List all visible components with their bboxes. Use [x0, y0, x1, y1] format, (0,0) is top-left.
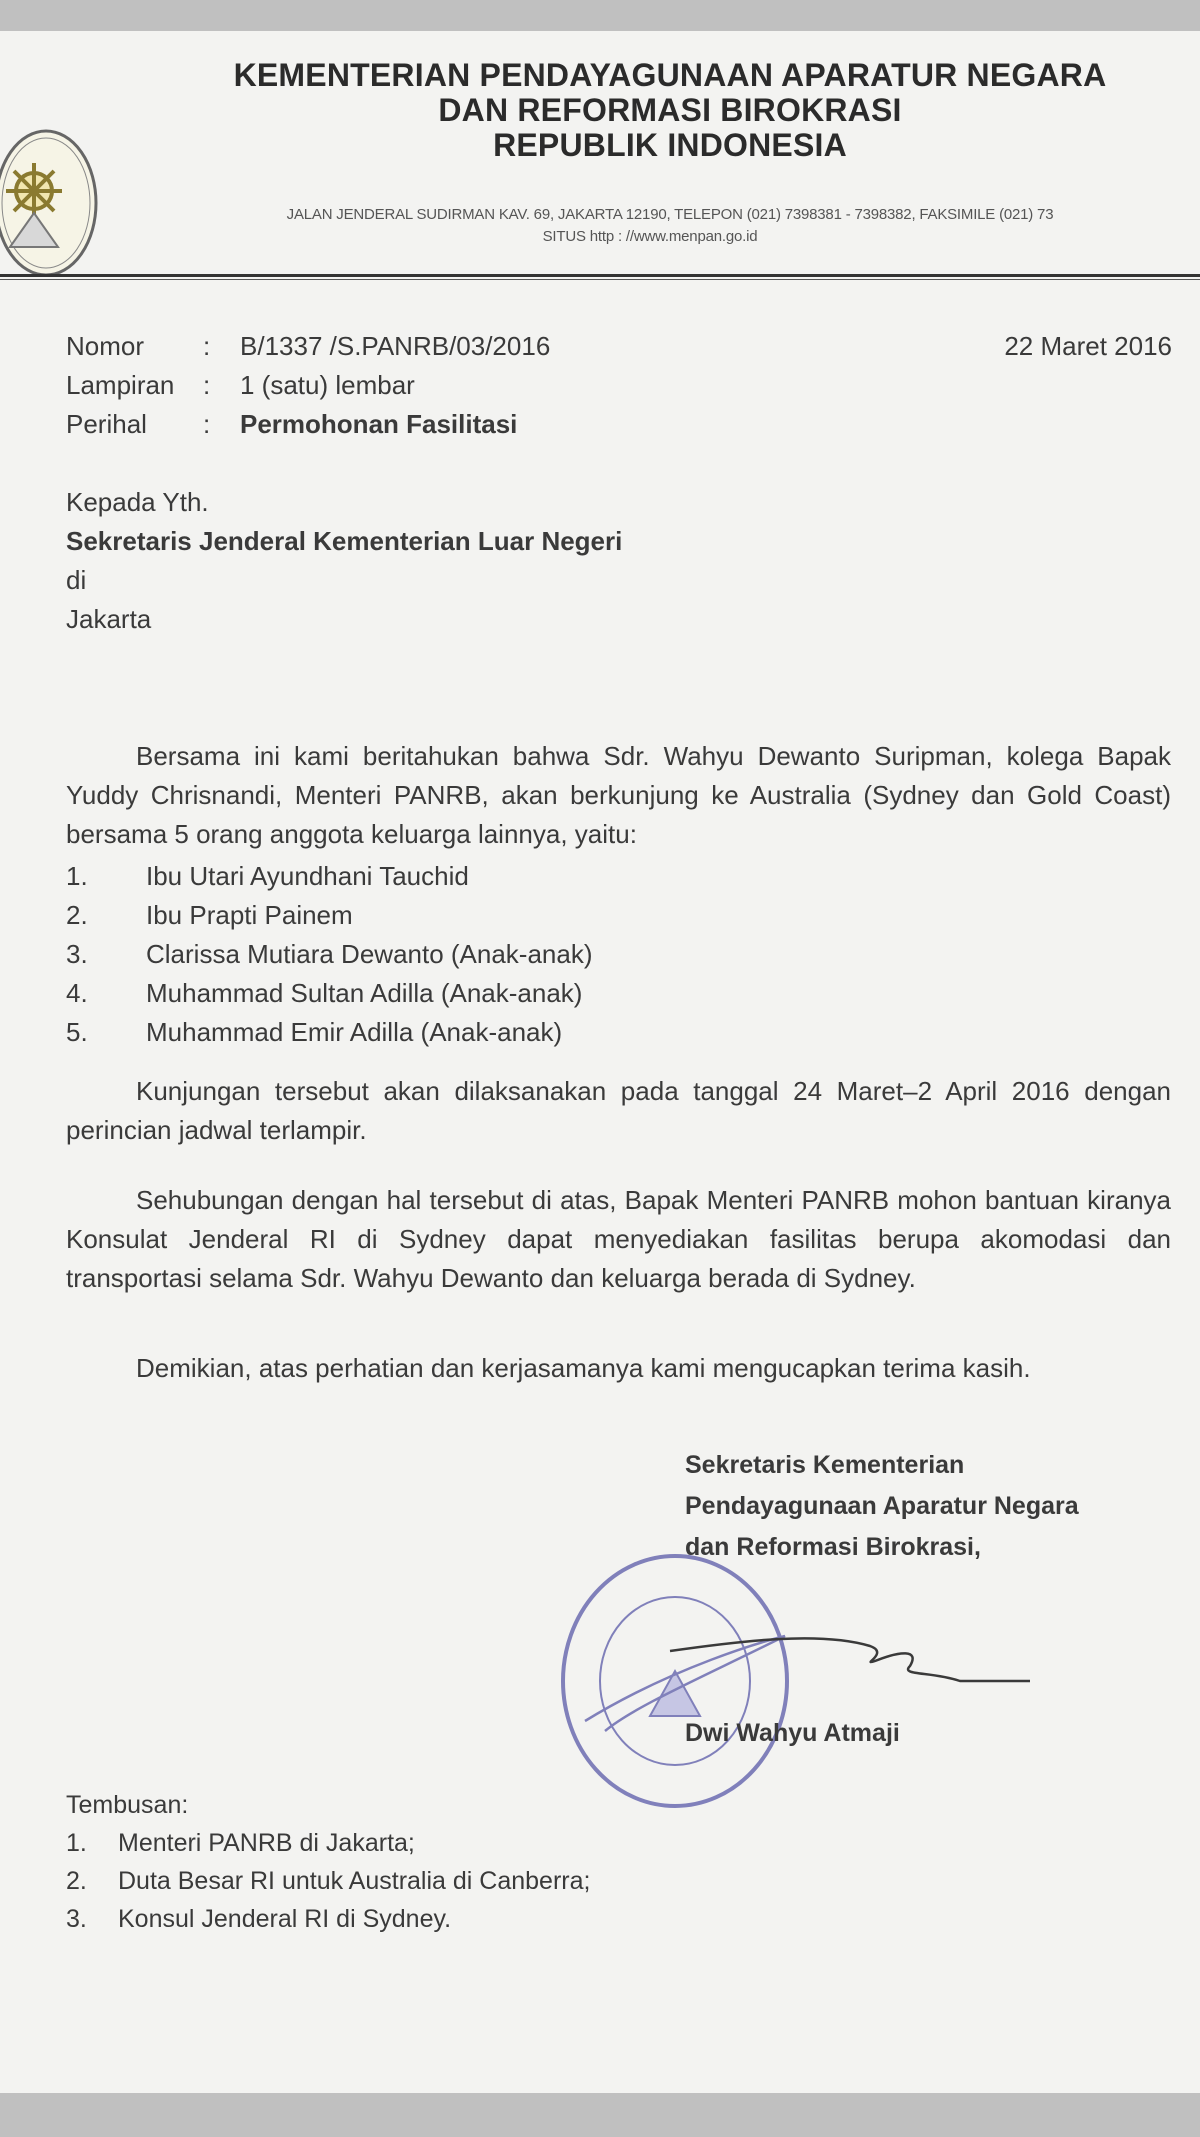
family-member: Muhammad Emir Adilla (Anak-anak): [146, 1017, 563, 1047]
body-paragraph-3: Sehubungan dengan hal tersebut di atas, Bapak Menteri PANRB mohon bantuan kiranya Konsulat Jenderal RI di Sydney dapat menyediakan fasilitas berupa akomodasi dan transportasi selama Sdr. Wahyu Dewanto dan keluarga berada di Sydney.: [66, 1185, 1171, 1293]
letterhead-website: SITUS http : //www.menpan.go.id: [542, 228, 758, 245]
family-num: 5.: [66, 1017, 88, 1047]
signatory-title-3: dan Reformasi Birokrasi,: [685, 1533, 981, 1561]
family-num: 4.: [66, 978, 88, 1008]
lampiran-value: 1 (satu) lembar: [240, 370, 415, 400]
cc-num: 3.: [66, 1905, 87, 1933]
tembusan-label: Tembusan:: [66, 1791, 189, 1819]
recipient-di: di: [66, 565, 87, 595]
letterhead-line3: REPUBLIK INDONESIA: [493, 127, 847, 163]
nomor-label: Nomor: [66, 331, 145, 361]
cc-item: Duta Besar RI untuk Australia di Canberra;: [118, 1867, 591, 1895]
body-paragraph-2: Kunjungan tersebut akan dilaksanakan pada tanggal 24 Maret–2 April 2016 dengan perincian jadwal terlampir.: [66, 1076, 1171, 1145]
family-num: 3.: [66, 939, 88, 969]
letterhead-line2: DAN REFORMASI BIROKRASI: [438, 92, 902, 128]
family-member: Ibu Prapti Painem: [146, 900, 353, 930]
recipient-salutation: Kepada Yth.: [66, 487, 209, 517]
cc-num: 1.: [66, 1829, 87, 1857]
signatory-title-2: Pendayagunaan Aparatur Negara: [685, 1492, 1079, 1520]
perihal-value: Permohonan Fasilitasi: [240, 409, 518, 439]
body-paragraph-4: Demikian, atas perhatian dan kerjasamanya kami mengucapkan terima kasih.: [136, 1353, 1031, 1383]
recipient-city: Jakarta: [66, 604, 152, 634]
body-paragraph-1: Bersama ini kami beritahukan bahwa Sdr. Wahyu Dewanto Suripman, kolega Bapak Yuddy Chrisnandi, Menteri PANRB, akan berkunjung ke Australia (Sydney dan Gold Coast) bersama 5 orang anggota keluarga lainnya, yaitu:: [66, 741, 1171, 849]
cc-item: Menteri PANRB di Jakarta;: [118, 1829, 415, 1857]
nomor-value: B/1337 /S.PANRB/03/2016: [240, 331, 551, 361]
lampiran-colon: :: [203, 370, 211, 400]
family-member: Muhammad Sultan Adilla (Anak-anak): [146, 978, 583, 1008]
letterhead-line1: KEMENTERIAN PENDAYAGUNAAN APARATUR NEGARA: [233, 57, 1107, 93]
family-member: Ibu Utari Ayundhani Tauchid: [146, 861, 469, 891]
perihal-colon: :: [203, 409, 211, 439]
family-member: Clarissa Mutiara Dewanto (Anak-anak): [146, 939, 593, 969]
letterhead-address: JALAN JENDERAL SUDIRMAN KAV. 69, JAKARTA 12190, TELEPON (021) 7398381 - 7398382, FAKSIMILE (021) 73: [286, 206, 1054, 223]
signatory-title-1: Sekretaris Kementerian: [685, 1451, 965, 1479]
nomor-colon: :: [203, 331, 211, 361]
signature-icon: [660, 1611, 1040, 1701]
family-num: 2.: [66, 900, 88, 930]
cc-num: 2.: [66, 1867, 87, 1895]
perihal-label: Perihal: [66, 409, 147, 439]
cc-item: Konsul Jenderal RI di Sydney.: [118, 1905, 452, 1933]
lampiran-label: Lampiran: [66, 370, 175, 400]
letter-page: [0, 31, 1200, 2093]
letterhead-divider-thin: [0, 279, 1200, 280]
family-num: 1.: [66, 861, 88, 891]
signatory-name: Dwi Wahyu Atmaji: [685, 1719, 900, 1747]
letterhead-divider: [0, 274, 1200, 277]
letter-date: 22 Maret 2016: [1004, 331, 1172, 361]
recipient-name: Sekretaris Jenderal Kementerian Luar Negeri: [66, 526, 623, 556]
